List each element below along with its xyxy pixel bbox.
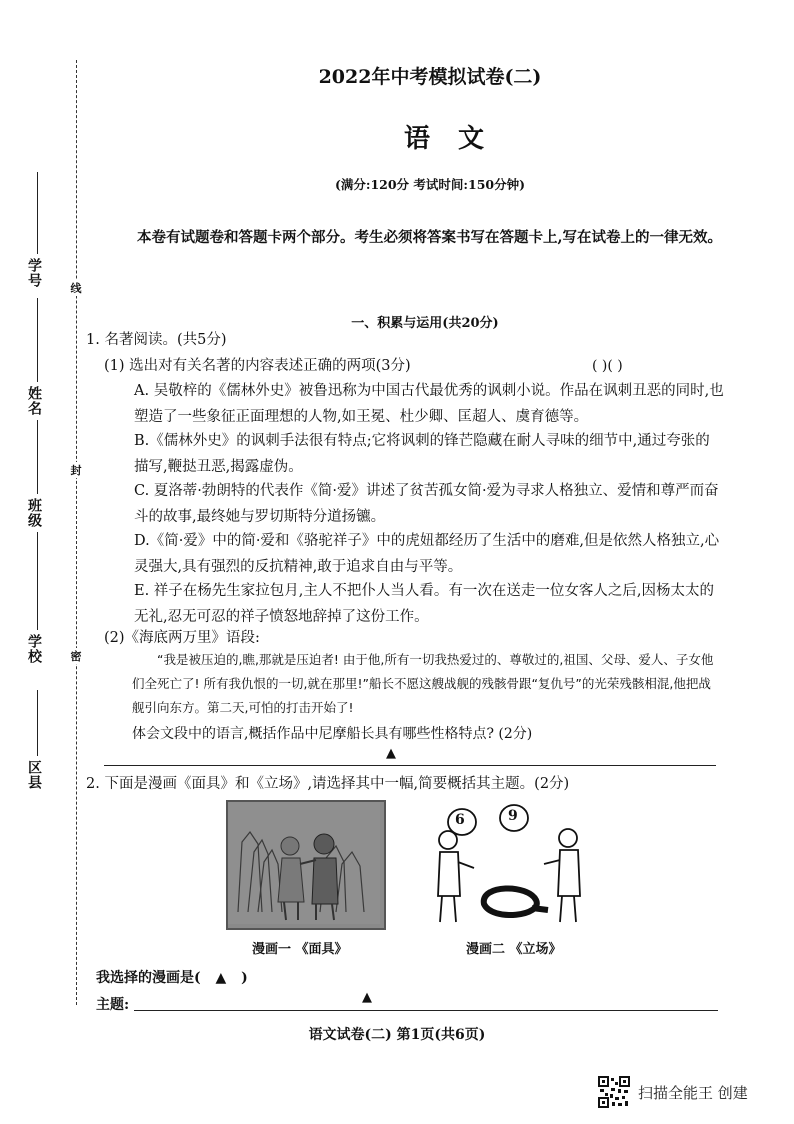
district-field [24,760,52,790]
question-1-2-prompt: (2)《海底两万里》语段: [104,630,260,646]
exam-notice: 本卷有试题卷和答题卡两个部分。考生必须将答案书写在答题卡上,写在试卷上的一律无效。 [137,229,723,246]
name-label: 姓名 [26,386,42,416]
exam-info: (满分:120分 考试时间:150分钟) [334,177,526,192]
option-e: E. 祥子在杨先生家拉包月,主人不把仆人当人看。有一次在送走一位女客人之后,因杨太太的无礼,忍无可忍的祥子愤怒地辞掉了这份工作。 [134,583,715,625]
theme-answer-mark: ▲ [362,990,372,1005]
binding-dashed-line [76,60,77,1005]
class-blank[interactable] [37,420,38,494]
bubble-left-digit: 6 [455,812,465,828]
class-label: 班级 [26,498,42,528]
question-1-title: 1. 名著阅读。(共5分) [86,332,227,348]
student-number-field [24,258,52,288]
student-number-label: 学号 [26,258,42,288]
answer-mark-triangle: ▲ [386,746,396,761]
choice-close: ) [241,970,248,986]
exam-title: 2022年中考模拟试卷(二) [318,66,542,88]
school-blank[interactable] [37,532,38,630]
option-a: A. 吴敬梓的《儒林外史》被鲁迅称为中国古代最优秀的讽刺小说。作品在讽刺丑恶的同时,也塑造了一些象征正面理想的人物,如王冕、杜少卿、匡超人、虞育德等。 [134,383,724,425]
theme-label: 主题: [96,997,130,1013]
cartoon1-caption: 漫画一 《面具》 [252,942,348,957]
section-heading: 一、积累与运用(共20分) [351,316,499,331]
name-blank[interactable] [37,298,38,382]
scanner-watermark-text: 扫描全能王 创建 [638,1083,748,1102]
cartoon-mask-image [226,800,386,930]
answer-parentheses[interactable]: ( )( ) [592,358,623,374]
question-1-1-prompt: (1) 选出对有关名著的内容表述正确的两项(3分) [104,358,411,374]
school-label: 学校 [26,634,42,664]
binding-mark-line: 线 [66,280,86,296]
scanner-watermark [598,1076,748,1108]
choice-answer-mark[interactable]: ▲ [215,970,227,986]
class-field [24,498,52,528]
district-label: 区县 [26,760,42,790]
option-b: B.《儒林外史》的讽刺手法很有特点;它将讽刺的锋芒隐藏在耐人寻味的细节中,通过夸张的描写,鞭挞丑恶,揭露虚伪。 [134,433,710,475]
name-field [24,386,52,416]
option-c: C. 夏洛蒂·勃朗特的代表作《简·爱》讲述了贫苦孤女简·爱为寻求人格独立、爱情和尊严而奋斗的故事,最终她与罗切斯特分道扬镳。 [134,483,719,525]
option-d: D.《简·爱》中的简·爱和《骆驼祥子》中的虎妞都经历了生活中的磨难,但是依然人格独立,心灵强大,具有强烈的反抗精神,敢于追求自由与平等。 [134,533,720,575]
question-1-2-question: 体会文段中的语言,概括作品中尼摩船长具有哪些性格特点? (2分) [132,726,533,742]
student-number-blank[interactable] [37,172,38,254]
quoted-passage: “我是被压迫的,瞧,那就是压迫者! 由于他,所有一切我热爱过的、尊敬过的,祖国、父母、爱人、子女他们全死亡了! 所有我仇恨的一切,就在那里!”船长不愿这艘战舰的残骸骨跟“复仇号”的光荣残骸相混,他把战舰引向东方。第二天,可怕的打击开始了! [132,652,714,715]
choice-line [96,966,248,991]
bubble-right-digit: 9 [508,808,518,824]
theme-answer-line[interactable] [134,1010,718,1011]
page-footer: 语文试卷(二) 第1页(共6页) [308,1027,486,1043]
cartoon2-caption: 漫画二 《立场》 [466,942,562,957]
mask-cartoon-drawing [228,802,380,924]
district-blank[interactable] [37,690,38,756]
qr-code-icon [598,1076,630,1108]
subject-title: 语文 [403,124,512,154]
binding-mark-seal: 封 [66,462,86,478]
binding-mark-secret: 密 [66,648,86,664]
school-field [24,634,52,664]
choice-label: 我选择的漫画是( [96,970,201,986]
answer-line-q1-2[interactable] [104,765,716,766]
cartoon-stance-image [420,800,598,928]
question-2-title: 2. 下面是漫画《面具》和《立场》,请选择其中一幅,简要概括其主题。(2分) [86,776,570,792]
